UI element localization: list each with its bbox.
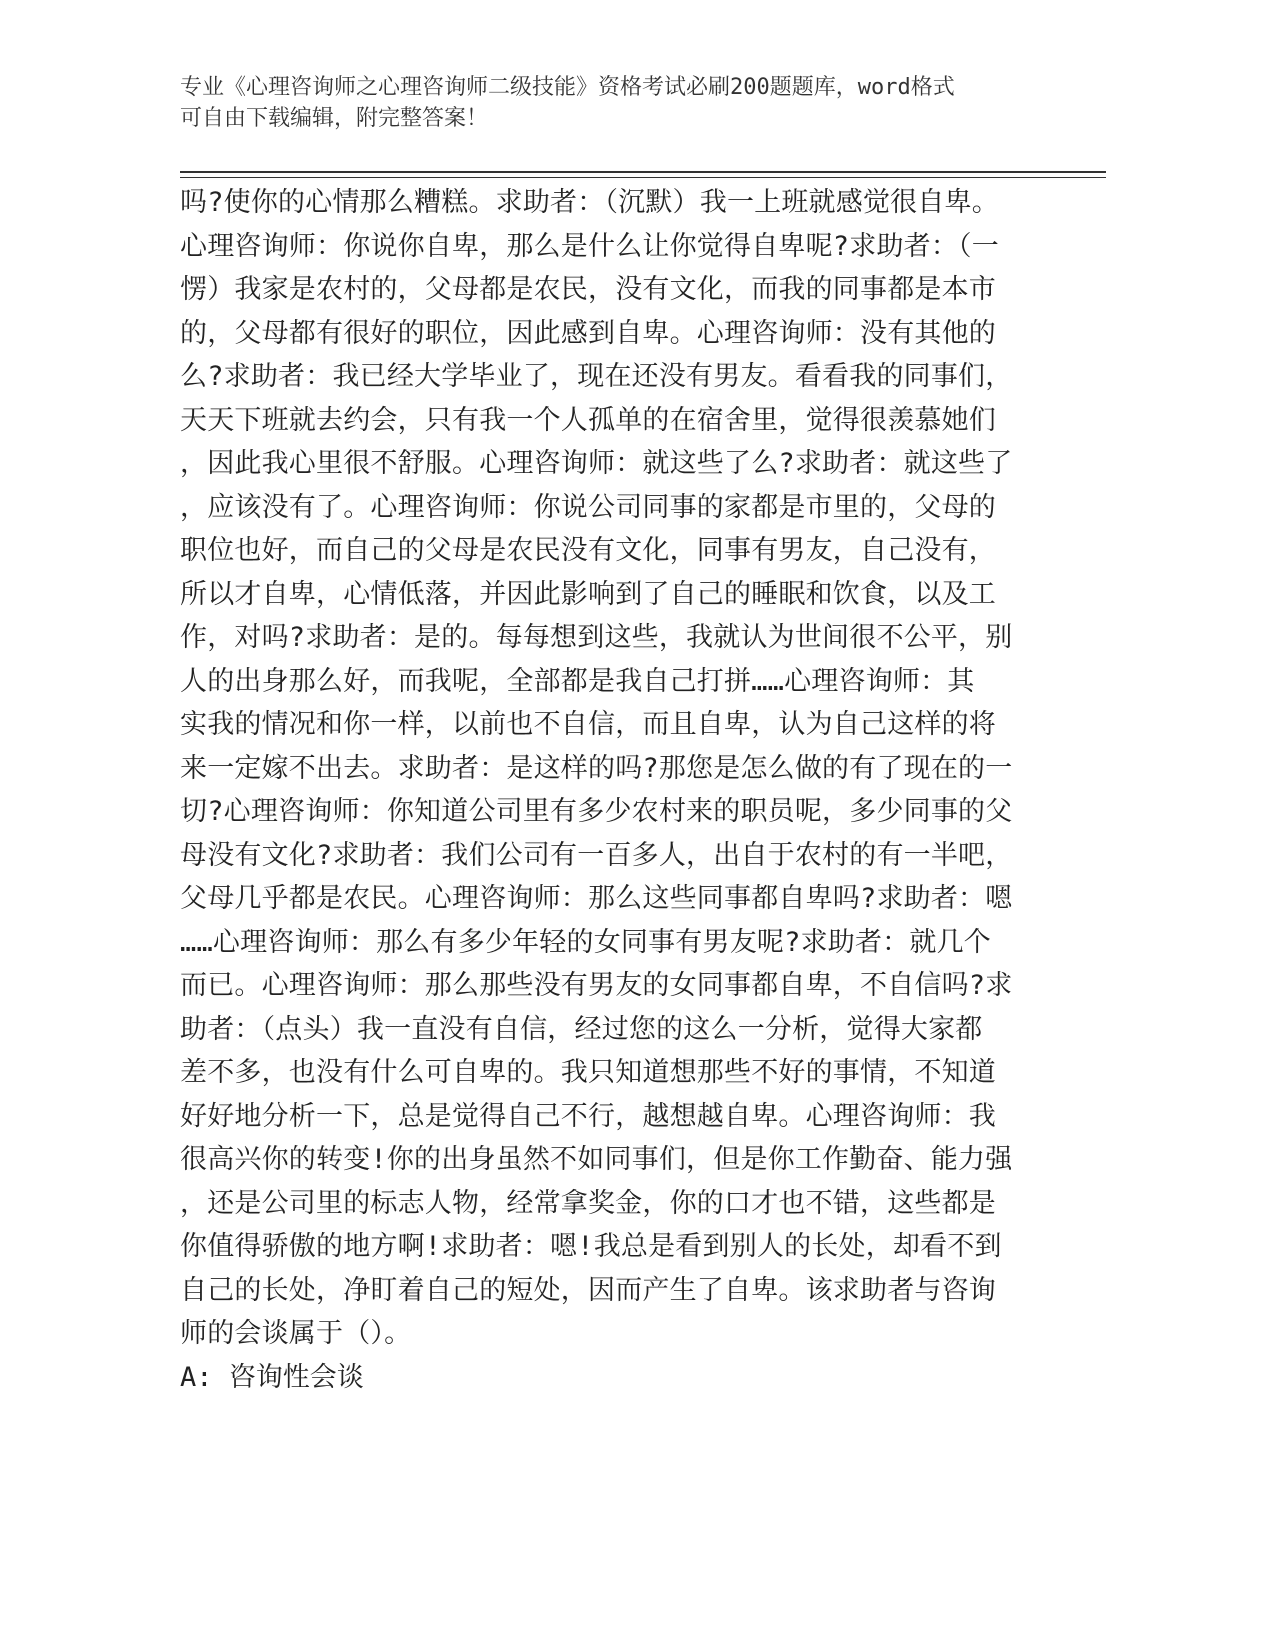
body-text-line: 来一定嫁不出去。求助者：是这样的吗?那您是怎么做的有了现在的一 xyxy=(180,752,1013,784)
body-text-line: 你值得骄傲的地方啊!求助者：嗯!我总是看到别人的长处，却看不到 xyxy=(180,1231,1002,1262)
body-text-line: ，因此我心里很不舒服。心理咨询师：就这些了么?求助者：就这些了 xyxy=(180,448,1013,479)
body-text-line: 差不多，也没有什么可自卑的。我只知道想那些不好的事情，不知道 xyxy=(180,1057,996,1088)
header-rule-thick xyxy=(180,171,1106,173)
answer-option-a: A: 咨询性会谈 xyxy=(180,1361,364,1393)
body-text-line: 自己的长处，净盯着自己的短处，因而产生了自卑。该求助者与咨询 xyxy=(180,1274,996,1306)
body-text-line: 实我的情况和你一样，以前也不自信，而且自卑，认为自己这样的将 xyxy=(180,709,996,740)
body-text-line: 而已。心理咨询师：那么那些没有男友的女同事都自卑，不自信吗?求 xyxy=(180,970,1013,1001)
body-text-line: 母没有文化?求助者：我们公司有一百多人，出自于农村的有一半吧， xyxy=(180,839,1013,871)
body-text-line: 人的出身那么好，而我呢，全部都是我自己打拼……心理咨询师：其 xyxy=(180,665,975,697)
question-body xyxy=(180,181,1028,1400)
body-text-line: 吗?使你的心情那么糟糕。求助者：（沉默）我一上班就感觉很自卑。 xyxy=(180,187,999,218)
body-text-line: ，应该没有了。心理咨询师：你说公司同事的家都是市里的，父母的 xyxy=(180,491,996,523)
body-text-line: 所以才自卑，心情低落，并因此影响到了自己的睡眠和饮食，以及工 xyxy=(180,578,996,610)
body-text-line: 师的会谈属于（）。 xyxy=(180,1318,412,1349)
body-text-line: 很高兴你的转变!你的出身虽然不如同事们，但是你工作勤奋、能力强 xyxy=(180,1144,1013,1175)
body-text-line: 父母几乎都是农民。心理咨询师：那么这些同事都自卑吗?求助者：嗯 xyxy=(180,883,1013,914)
body-text-line: 作，对吗?求助者：是的。每每想到这些，我就认为世间很不公平，别 xyxy=(180,622,1013,653)
header-title-line-1: 专业《心理咨询师之心理咨询师二级技能》资格考试必刷200题题库，word格式 xyxy=(180,75,955,100)
body-text-line: 助者：（点头）我一直没有自信，经过您的这么一分析，觉得大家都 xyxy=(180,1013,983,1045)
body-text-line: 的，父母都有很好的职位，因此感到自卑。心理咨询师：没有其他的 xyxy=(180,317,996,349)
body-text-line: 天天下班就去约会，只有我一个人孤单的在宿舍里，觉得很羡慕她们 xyxy=(180,404,996,436)
body-text-line: 职位也好，而自己的父母是农民没有文化，同事有男友，自己没有， xyxy=(180,535,996,566)
body-text-line: 么?求助者：我已经大学毕业了，现在还没有男友。看看我的同事们， xyxy=(180,361,1013,392)
body-text-line: 好好地分析一下，总是觉得自己不行，越想越自卑。心理咨询师：我 xyxy=(180,1100,996,1132)
body-text-line: ……心理咨询师：那么有多少年轻的女同事有男友呢?求助者：就几个 xyxy=(180,926,991,958)
body-text-line: 切?心理咨询师：你知道公司里有多少农村来的职员呢，多少同事的父 xyxy=(180,796,1013,827)
header-title-line-2: 可自由下载编辑，附完整答案！ xyxy=(180,106,489,131)
body-text-line: 心理咨询师：你说你自卑，那么是什么让你觉得自卑呢?求助者：（一 xyxy=(180,230,999,262)
header-rule-thin xyxy=(180,177,1106,178)
body-text-line: ，还是公司里的标志人物，经常拿奖金，你的口才也不错，这些都是 xyxy=(180,1187,996,1219)
page-header xyxy=(180,72,1040,134)
body-text-line: 愣）我家是农村的，父母都是农民，没有文化，而我的同事都是本市 xyxy=(180,274,996,305)
